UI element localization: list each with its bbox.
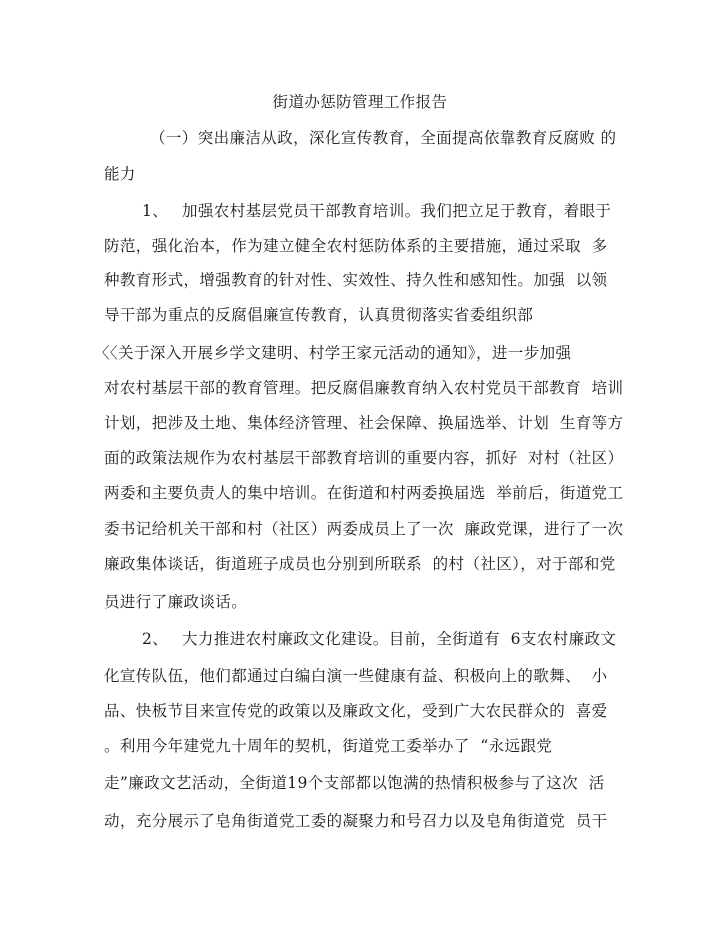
paragraph-line: 对农村基层干部的教育管理。把反腐倡廉教育纳入农村党员干部教育 培训: [104, 379, 624, 397]
paragraph-line: 种教育形式，增强教育的针对性、实效性、持久性和感知性。加强 以领: [104, 271, 608, 289]
paragraph-line: 〈〈关于深入开展乡学文建明、村学王家元活动的通知》，进一步加强: [94, 344, 572, 362]
paragraph-line: 防范，强化治本，作为建立健全农村惩防体系的主要措施，通过采取 多: [104, 237, 608, 255]
paragraph-line: 。利用今年建党九十周年的契机，街道党工委举办了 “永远跟党: [104, 737, 553, 755]
paragraph-line: 化宣传队伍，他们都通过白编白演一些健康有益、积极向上的歌舞、 小: [104, 667, 608, 685]
paragraph-line: 员进行了廉政谈话。: [104, 593, 248, 611]
section-heading-line-2: 能力: [104, 165, 136, 183]
paragraph-line: 导干部为重点的反腐倡廉宣传教育，认真贯彻落实省委组织部: [104, 306, 534, 324]
paragraph-line: 品、快板节目来宣传党的政策以及廉政文化，受到广大农民群众的 喜爱: [104, 702, 608, 720]
paragraph-line: 面的政策法规作为农村基层干部教育培训的重要内容，抓好 对村（社区）: [104, 449, 624, 467]
paragraph-line: 走”廉政文艺活动，全街道19个支部都以饱满的热情积极参与了这次 活: [104, 774, 605, 792]
item-1-number: 1、: [142, 202, 169, 220]
paragraph-line: 计划，把涉及土地、集体经济管理、社会保障、换届选举、计划 生育等方: [104, 414, 624, 432]
paragraph-line: 两委和主要负责人的集中培训。在街道和村两委换届选 举前后，街道党工: [104, 484, 624, 502]
document-title: 街道办惩防管理工作报告: [272, 93, 448, 111]
paragraph-line: 廉政集体谈话，街道班子成员也分别到所联系 的村（社区），对于部和党: [104, 555, 616, 573]
item-2-number: 2、: [142, 630, 169, 648]
paragraph-line: 委书记给机关干部和村（社区）两委成员上了一次 廉政党课，进行了一次: [104, 520, 624, 538]
paragraph-line: 加强农村基层党员干部教育培训。我们把立足于教育，着眼于: [182, 202, 612, 220]
section-heading-line-1: （一）突出廉洁从政，深化宣传教育，全面提高依靠教育反腐败 的: [150, 129, 617, 147]
paragraph-line: 大力推进农村廉政文化建设。目前，全街道有 6支农村廉政文: [182, 630, 617, 648]
paragraph-line: 动，充分展示了皂角街道党工委的凝聚力和号召力以及皂角街道党 员干: [104, 812, 608, 830]
